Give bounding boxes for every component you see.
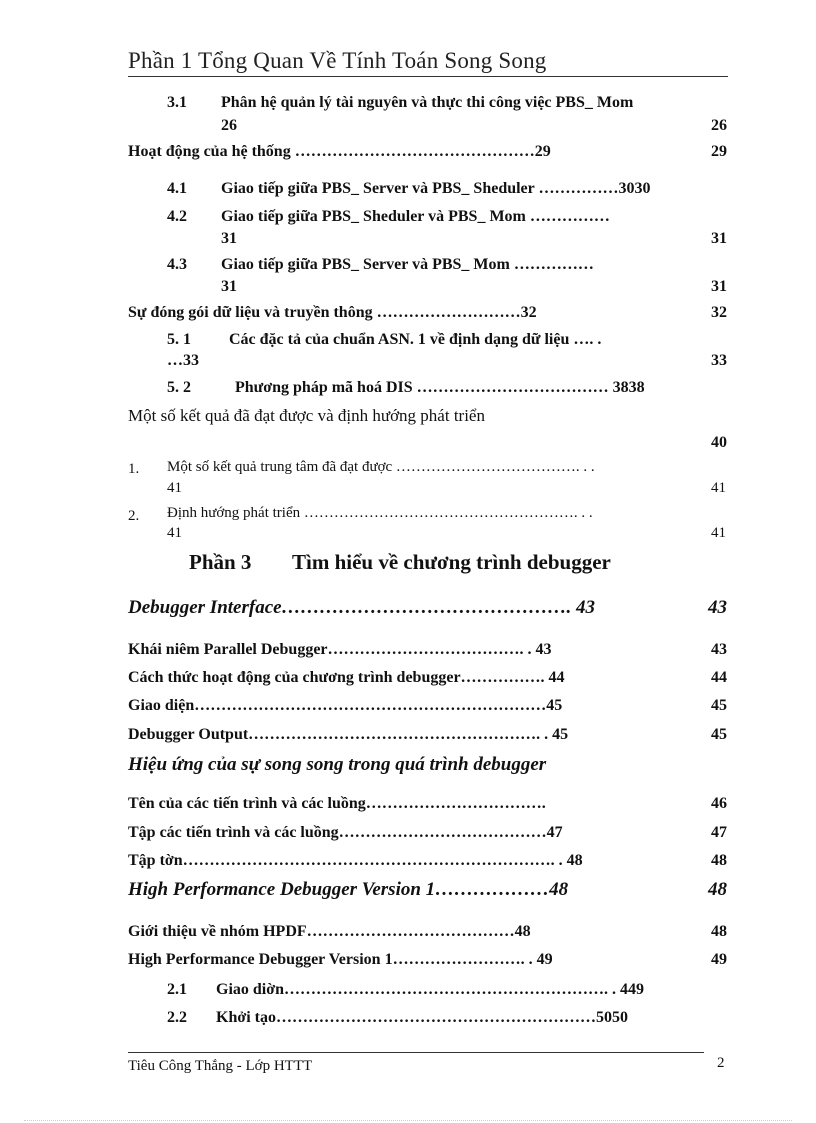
toc-number: 4.3 xyxy=(167,256,187,273)
toc-page: 41 xyxy=(711,480,726,496)
toc-entry: Một số kết quả đã đạt được và định hướng phát triển xyxy=(128,406,485,425)
toc-page: 44 xyxy=(711,669,727,686)
toc-entry: Phân hệ quản lý tài nguyên và thực thi công việc PBS_ Mom xyxy=(221,94,634,111)
toc-number: 1. xyxy=(128,461,140,477)
toc-entry: Cách thức hoạt động của chương trình debugger……………. 44 xyxy=(128,669,565,686)
toc-page-cont: 31 xyxy=(221,278,237,295)
toc-page: 48 xyxy=(711,852,727,869)
toc-page: 41 xyxy=(711,525,726,541)
header-rule xyxy=(128,76,728,77)
part-label: Phần 3 xyxy=(189,550,252,574)
toc-chapter-entry: Debugger Interface………………………………………. 43 xyxy=(128,597,596,618)
toc-page: 47 xyxy=(711,824,727,841)
toc-number: 5. 2 xyxy=(167,379,191,396)
footer-author: Tiêu Công Thắng - Lớp HTTT xyxy=(128,1058,313,1074)
toc-entry: Các đặc tả của chuẩn ASN. 1 về định dạng dữ liệu …. . xyxy=(229,331,602,348)
toc-entry: Tên của các tiến trình và các luồng……………………………. xyxy=(128,795,546,812)
toc-page: 43 xyxy=(708,597,727,618)
toc-page: 48 xyxy=(711,923,727,940)
toc-page: 32 xyxy=(711,304,727,321)
toc-entry: Giao tiếp giữa PBS_ Server và PBS_ Sheduler ……………3030 xyxy=(221,180,651,197)
toc-number: 2.1 xyxy=(167,981,187,998)
toc-page: 29 xyxy=(711,143,727,160)
toc-entry: Phương pháp mã hoá DIS ……………………………… 3838 xyxy=(235,379,645,396)
toc-entry: Giới thiệu về nhóm HPDF…………………………………48 xyxy=(128,923,531,940)
toc-number: 5. 1 xyxy=(167,331,191,348)
toc-entry: Tập các tiến trình và các luồng…………………………………47 xyxy=(128,824,563,841)
toc-chapter-entry: Hiệu ứng của sự song song trong quá trình debugger xyxy=(128,754,547,775)
toc-entry: Giao tiếp giữa PBS_ Sheduler và PBS_ Mom …………… xyxy=(221,208,610,225)
toc-entry: Giao diện…………………………………………………………45 xyxy=(128,697,563,714)
part-title: Tìm hiểu về chương trình debugger xyxy=(292,550,611,574)
toc-number: 4.2 xyxy=(167,208,187,225)
toc-entry: Khái niêm Parallel Debugger………………………………. . 43 xyxy=(128,641,552,658)
toc-number: 2. xyxy=(128,508,140,524)
toc-page: 40 xyxy=(711,434,727,451)
toc-entry: High Performance Debugger Version 1……………………. . 49 xyxy=(128,951,553,968)
toc-number: 2.2 xyxy=(167,1009,187,1026)
toc-number: 4.1 xyxy=(167,180,187,197)
toc-page: 45 xyxy=(711,697,727,714)
toc-page-cont: 41 xyxy=(167,525,182,541)
toc-page: 46 xyxy=(711,795,727,812)
toc-entry: Debugger Output………………………………………………. . 45 xyxy=(128,726,569,743)
toc-page: 33 xyxy=(711,352,727,369)
toc-page-cont: 31 xyxy=(221,230,237,247)
toc-entry: Tập tờn……………………………………………………………. . 48 xyxy=(128,852,583,869)
toc-page-cont: 26 xyxy=(221,117,237,134)
toc-page: 26 xyxy=(711,117,727,134)
page-bottom-dotted-line xyxy=(24,1120,792,1121)
toc-entry: Sự đóng gói dữ liệu và truyền thông ………………………32 xyxy=(128,304,537,321)
toc-entry: Giao tiếp giữa PBS_ Server và PBS_ Mom …………… xyxy=(221,256,594,273)
toc-page: 31 xyxy=(711,278,727,295)
toc-entry: Hoạt động của hệ thống ………………………………………29 xyxy=(128,143,551,160)
page-number: 2 xyxy=(717,1055,725,1071)
toc-page: 49 xyxy=(711,951,727,968)
toc-page-cont: 41 xyxy=(167,480,182,496)
toc-entry: Giao diờn……………………………………………………. . 449 xyxy=(216,981,644,998)
toc-page-cont: …33 xyxy=(167,352,199,369)
toc-page: 45 xyxy=(711,726,727,743)
toc-entry: Khởi tạo……………………………………………………5050 xyxy=(216,1009,628,1026)
footer-rule xyxy=(128,1052,704,1053)
page-header-title: Phần 1 Tổng Quan Về Tính Toán Song Song xyxy=(128,48,547,73)
toc-page: 31 xyxy=(711,230,727,247)
toc-chapter-entry: High Performance Debugger Version 1………………48 xyxy=(128,879,569,900)
toc-page: 43 xyxy=(711,641,727,658)
toc-number: 3.1 xyxy=(167,94,187,111)
toc-entry: Một số kết quả trung tâm đã đạt được ………………………………. . . xyxy=(167,459,595,475)
toc-entry: Định hướng phát triển ………………………………………………. . . xyxy=(167,505,593,521)
toc-page: 48 xyxy=(708,879,727,900)
